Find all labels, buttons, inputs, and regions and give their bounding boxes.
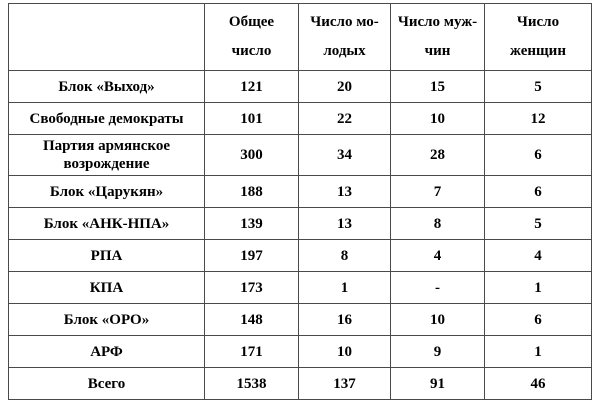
cell-value: 22 xyxy=(299,103,391,135)
cell-value: 1 xyxy=(299,272,391,304)
cell-value: 148 xyxy=(205,304,299,336)
table-row xyxy=(9,103,592,135)
cell-value: 188 xyxy=(205,176,299,208)
cell-value: 1 xyxy=(485,272,592,304)
party-statistics-table xyxy=(8,3,592,400)
cell-value: 10 xyxy=(299,336,391,368)
row-label: Свободные демократы xyxy=(9,103,205,135)
cell-value: 15 xyxy=(391,71,485,103)
column-header-line: женщин xyxy=(510,43,566,59)
cell-value: 91 xyxy=(391,368,485,400)
column-header xyxy=(485,4,592,71)
table-row xyxy=(9,336,592,368)
cell-value: 28 xyxy=(391,135,485,176)
cell-value: 1 xyxy=(485,336,592,368)
cell-value: 4 xyxy=(485,240,592,272)
cell-value: 12 xyxy=(485,103,592,135)
cell-value: 137 xyxy=(299,368,391,400)
column-header-line: Общее xyxy=(228,14,275,30)
column-header-line: лодых xyxy=(323,43,366,59)
cell-value: 9 xyxy=(391,336,485,368)
cell-value: 7 xyxy=(391,176,485,208)
column-header xyxy=(205,4,299,71)
cell-value: 6 xyxy=(485,176,592,208)
cell-value: 171 xyxy=(205,336,299,368)
column-header-line: Число муж- xyxy=(397,14,478,30)
cell-value: 300 xyxy=(205,135,299,176)
table-row xyxy=(9,240,592,272)
cell-value: 10 xyxy=(391,103,485,135)
cell-value: 5 xyxy=(485,208,592,240)
row-label: Партия армянское возрождение xyxy=(9,135,205,176)
row-label: Блок «Выход» xyxy=(9,71,205,103)
cell-value: 173 xyxy=(205,272,299,304)
column-header xyxy=(391,4,485,71)
column-header-line: число xyxy=(231,43,272,59)
column-header-line: чин xyxy=(424,43,451,59)
cell-value: 6 xyxy=(485,304,592,336)
table-row xyxy=(9,304,592,336)
row-label: Всего xyxy=(9,368,205,400)
cell-value: 101 xyxy=(205,103,299,135)
cell-value: 1538 xyxy=(205,368,299,400)
header-corner-cell xyxy=(9,4,205,71)
row-label: Блок «Царукян» xyxy=(9,176,205,208)
cell-value: 5 xyxy=(485,71,592,103)
cell-value: 4 xyxy=(391,240,485,272)
cell-value: - xyxy=(391,272,485,304)
column-header-line: Число xyxy=(516,14,560,30)
cell-value: 20 xyxy=(299,71,391,103)
row-label: Блок «ОРО» xyxy=(9,304,205,336)
table-row xyxy=(9,208,592,240)
cell-value: 8 xyxy=(391,208,485,240)
cell-value: 8 xyxy=(299,240,391,272)
cell-value: 139 xyxy=(205,208,299,240)
column-header xyxy=(299,4,391,71)
table-header xyxy=(9,4,592,71)
column-header-line: Число мо- xyxy=(310,14,379,30)
row-label: Блок «АНК-НПА» xyxy=(9,208,205,240)
row-label: АРФ xyxy=(9,336,205,368)
cell-value: 13 xyxy=(299,176,391,208)
cell-value: 10 xyxy=(391,304,485,336)
table-row xyxy=(9,71,592,103)
table-row xyxy=(9,272,592,304)
cell-value: 6 xyxy=(485,135,592,176)
table-row xyxy=(9,176,592,208)
table-row xyxy=(9,135,592,176)
cell-value: 34 xyxy=(299,135,391,176)
cell-value: 121 xyxy=(205,71,299,103)
cell-value: 197 xyxy=(205,240,299,272)
cell-value: 13 xyxy=(299,208,391,240)
table-row xyxy=(9,368,592,400)
row-label: КПА xyxy=(9,272,205,304)
cell-value: 16 xyxy=(299,304,391,336)
row-label: РПА xyxy=(9,240,205,272)
table-body xyxy=(9,71,592,400)
header-row xyxy=(9,4,592,71)
cell-value: 46 xyxy=(485,368,592,400)
